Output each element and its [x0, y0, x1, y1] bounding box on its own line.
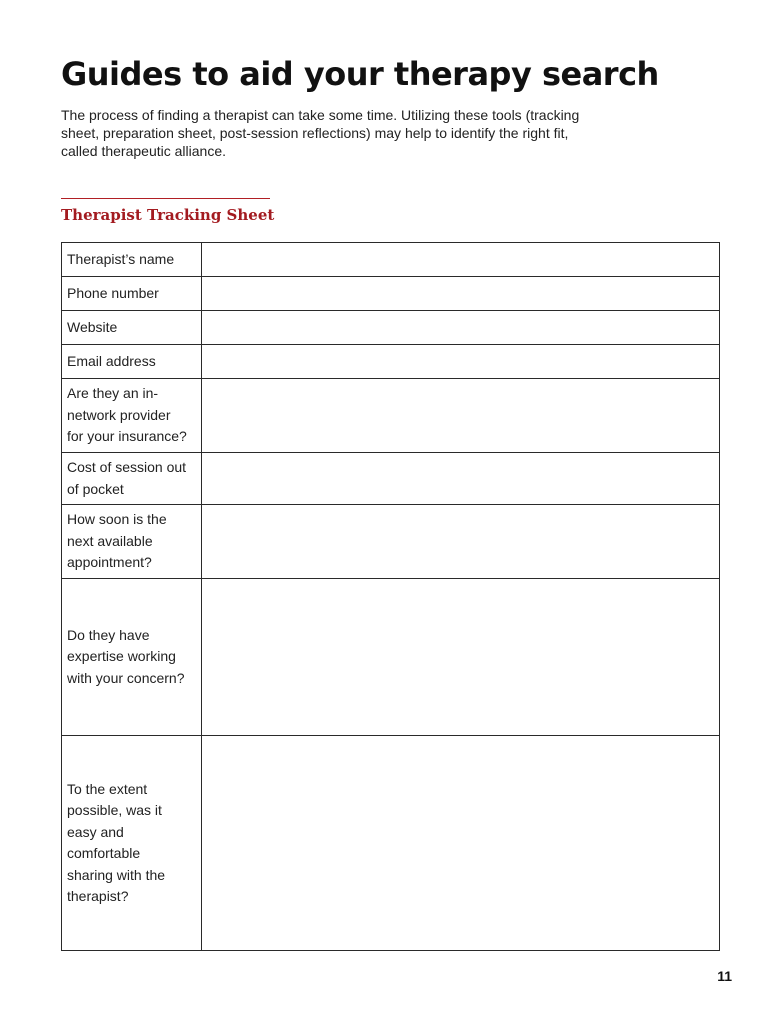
row-label-line: How soon is the	[67, 511, 167, 528]
row-label-line: appointment?	[67, 554, 152, 571]
answer-field-website[interactable]	[202, 311, 720, 345]
page-number: 11	[717, 968, 732, 984]
row-label-line: next available	[67, 532, 153, 549]
section-title: Therapist Tracking Sheet	[61, 206, 275, 224]
row-label-line: of pocket	[67, 480, 124, 497]
table-row	[62, 277, 720, 311]
answer-field-email-address[interactable]	[202, 345, 720, 379]
row-label-line: sharing with the	[67, 866, 166, 883]
row-label-line: therapist?	[67, 888, 129, 904]
row-label-line: Are they an in-	[67, 385, 159, 402]
answer-field-expertise[interactable]	[202, 579, 720, 736]
row-label	[62, 379, 202, 453]
row-label-line: for your insurance?	[67, 428, 187, 445]
table-row	[62, 345, 720, 379]
row-label-line: Website	[67, 318, 118, 335]
intro-paragraph	[61, 106, 661, 160]
row-label	[62, 311, 202, 345]
answer-field-therapist-name[interactable]	[202, 243, 720, 277]
row-label-line: Therapist’s name	[67, 250, 175, 267]
row-label-line: possible, was it	[67, 802, 162, 818]
row-label-line: expertise working	[67, 648, 176, 665]
row-label	[62, 453, 202, 505]
table-row	[62, 379, 720, 453]
page-title: Guides to aid your therapy search	[61, 55, 659, 93]
answer-field-in-network[interactable]	[202, 379, 720, 453]
row-label-line: To the extent	[67, 780, 148, 797]
row-label-line: Cost of session out	[67, 459, 187, 475]
intro-line: called therapeutic alliance.	[61, 143, 226, 159]
table-row	[62, 243, 720, 277]
row-label-line: easy and	[67, 823, 124, 840]
row-label-line: Phone number	[67, 284, 159, 301]
row-label	[62, 277, 202, 311]
answer-field-comfort[interactable]	[202, 736, 720, 951]
therapist-tracking-table	[61, 242, 720, 951]
table-row	[62, 453, 720, 505]
answer-field-session-cost[interactable]	[202, 453, 720, 505]
table-row	[62, 736, 720, 951]
row-label-line: network provider	[67, 406, 171, 423]
table-row	[62, 579, 720, 736]
intro-line: sheet, preparation sheet, post-session reflections) may help to identify the right fit,	[61, 125, 569, 141]
row-label	[62, 243, 202, 277]
row-label	[62, 505, 202, 579]
row-label-line: Email address	[67, 352, 156, 369]
row-label-line: Do they have	[67, 626, 150, 643]
table-row	[62, 311, 720, 345]
row-label	[62, 345, 202, 379]
row-label	[62, 579, 202, 736]
section-divider	[61, 198, 270, 199]
row-label-line: comfortable	[67, 845, 141, 861]
intro-line: The process of finding a therapist can take some time. Utilizing these tools (tracking	[61, 107, 580, 123]
table-row	[62, 505, 720, 579]
row-label	[62, 736, 202, 951]
answer-field-next-appointment[interactable]	[202, 505, 720, 579]
answer-field-phone-number[interactable]	[202, 277, 720, 311]
row-label-line: with your concern?	[67, 669, 185, 686]
